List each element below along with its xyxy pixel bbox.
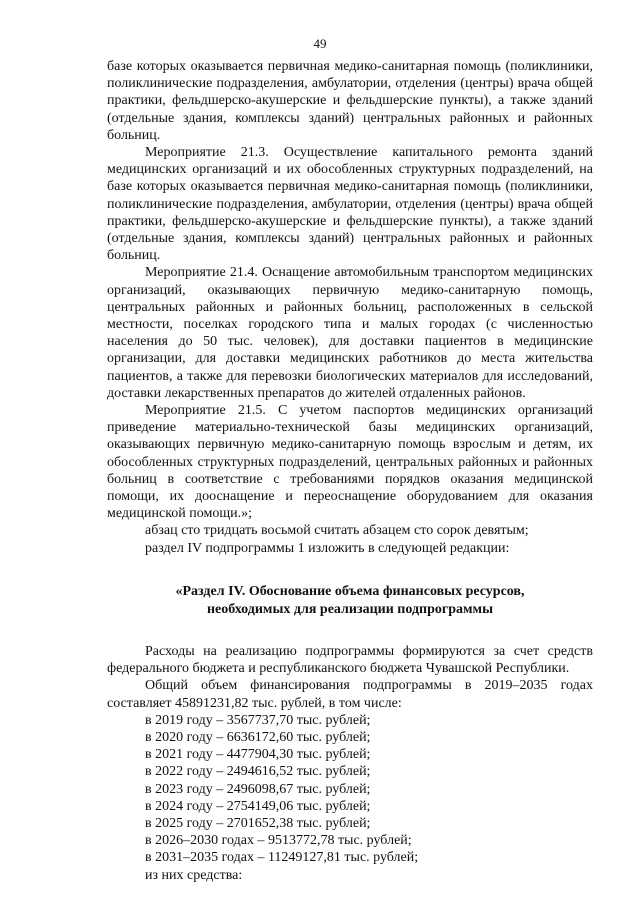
funding-list-item: в 2031–2035 годах – 11249127,81 тыс. рублей;: [145, 850, 419, 866]
top-paragraphs: [107, 58, 593, 557]
body-paragraph: раздел IV подпрограммы 1 изложить в следующей редакции:: [145, 540, 510, 556]
funding-list-item: в 2020 году – 6636172,60 тыс. рублей;: [145, 729, 371, 745]
body-paragraph: Общий объем финансирования подпрограммы в 2019–2035 годах составляет 45891231,82 тыс. рублей, в том числе:: [107, 678, 593, 711]
document-body: [107, 58, 593, 884]
section-heading-line-2: необходимых для реализации подпрограммы: [206, 601, 494, 617]
bottom-paragraphs: [107, 643, 593, 712]
body-paragraph: абзац сто тридцать восьмой считать абзацем сто сорок девятым;: [145, 523, 529, 539]
body-paragraph: базе которых оказывается первичная медико-санитарная помощь (поликлиники, поликлинические подразделения, амбулатории, отделения (центры) врача общей практики, фельдшерско-акушерские и фельдшерские пункты), а также зданий (отдельные здания, комплексы зданий) центральных районных и районных больниц.: [107, 59, 593, 143]
page-number: 49: [313, 36, 327, 51]
funding-list-item: в 2023 году – 2496098,67 тыс. рублей;: [145, 781, 371, 797]
body-paragraph: Расходы на реализацию подпрограммы формируются за счет средств федерального бюджета и республиканского бюджета Чувашской Республики.: [107, 643, 593, 677]
funding-list-item: в 2019 году – 3567737,70 тыс. рублей;: [145, 712, 371, 728]
body-paragraph: Мероприятие 21.4. Оснащение автомобильным транспортом медицинских организаций, оказывающих первичную медико-санитарную помощь, центральных районных и районных больниц, расположенных в сельской местности, поселках городского типа и малых городах (с численностью населения до 50 тыс. человек), для доставки пациентов в медицинские организации, для доставки медицинских работников до места жительства пациентов, а также для перевозки биологических материалов для исследований, доставки лекарственных препаратов до жителей отдаленных районов.: [107, 265, 593, 401]
body-paragraph: Мероприятие 21.3. Осуществление капитального ремонта зданий медицинских организаций и их обособленных структурных подразделений, на базе которых оказывается первичная медико-санитарная помощь (поликлиники, поликлинические подразделения, амбулатории, отделения (центры) врача общей практики, фельдшерско-акушерские и фельдшерские пункты), а также зданий (отдельные здания, комплексы зданий) центральных районных и районных больниц.: [107, 145, 593, 264]
section-heading: [107, 583, 593, 619]
funding-list-item: в 2026–2030 годах – 9513772,78 тыс. рублей;: [145, 833, 412, 849]
funding-list-item: в 2024 году – 2754149,06 тыс. рублей;: [145, 798, 371, 814]
funding-list-item: из них средства:: [145, 867, 243, 883]
section-heading-line-1: «Раздел IV. Обоснование объема финансовых ресурсов,: [175, 583, 525, 599]
funding-list-item: в 2025 году – 2701652,38 тыс. рублей;: [145, 815, 371, 831]
funding-list-item: в 2021 году – 4477904,30 тыс. рублей;: [145, 747, 371, 763]
body-paragraph: Мероприятие 21.5. С учетом паспортов медицинских организаций приведение материально-технической базы медицинских организаций, оказывающих первичную медико-санитарную помощь взрослым и детям, их обособленных структурных подразделений, центральных районных и районных больниц в соответствие с требованиями порядков оказания медицинской помощи, их дооснащение и переоснащение оборудованием для оказания медицинской помощи.»;: [107, 403, 593, 522]
funding-by-year-list: [107, 712, 593, 884]
funding-list-item: в 2022 году – 2494616,52 тыс. рублей;: [145, 764, 371, 780]
